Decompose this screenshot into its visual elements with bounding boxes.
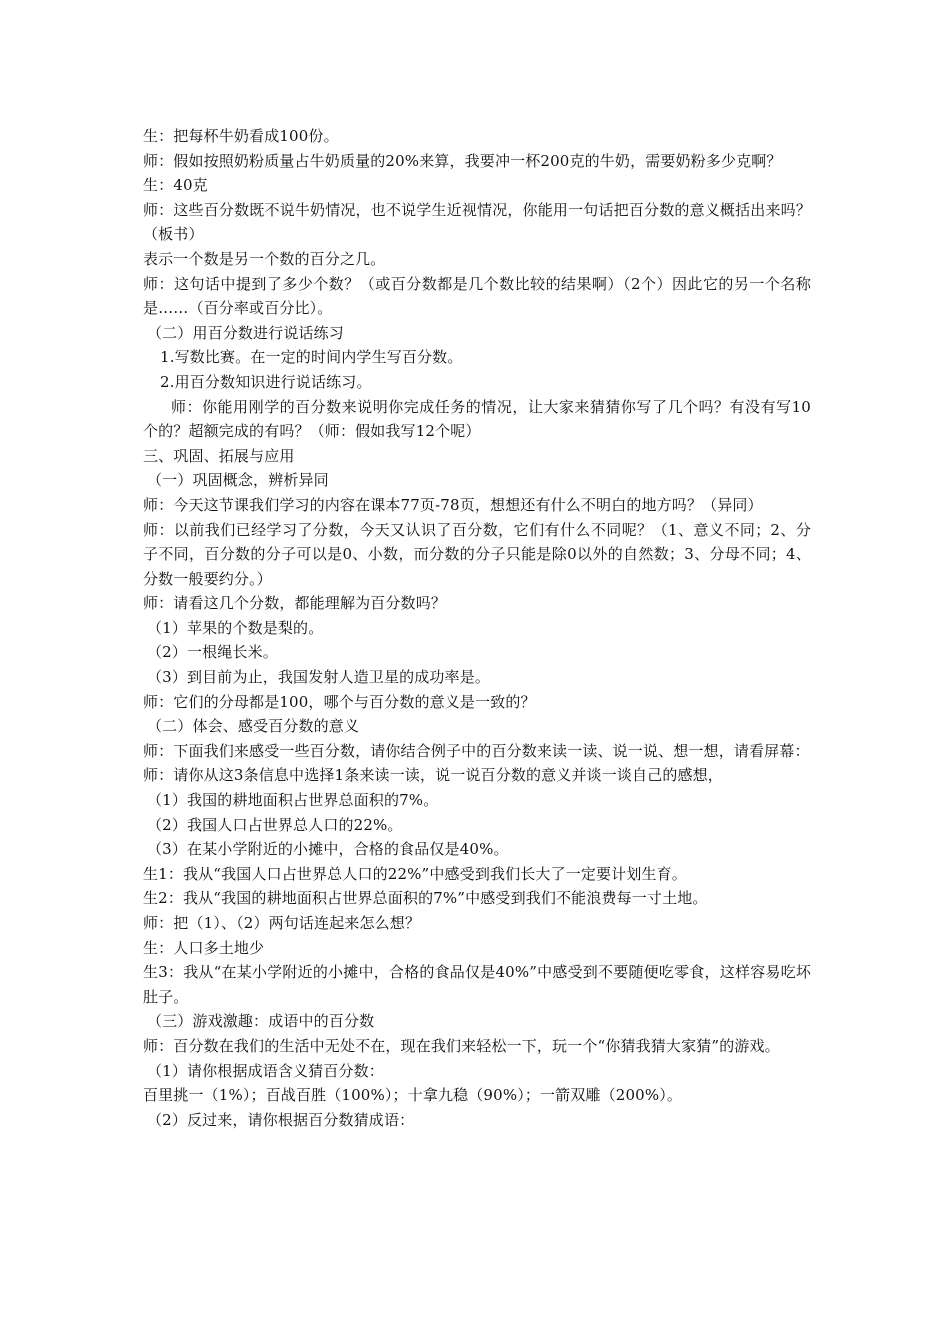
list-item: （1）请你根据成语含义猜百分数： [147, 1061, 384, 1080]
paragraph: 生3：我从“在某小学附近的小摊中，合格的食品仅是40%”中感受到不要随便吃零食，这样容易吃坏肚子。 [143, 963, 811, 1006]
paragraph: 师：下面我们来感受一些百分数，请你结合例子中的百分数来读一读、说一说、想一想，请看屏幕： [143, 741, 810, 760]
section-heading: （三）游戏激趣：成语中的百分数 [147, 1012, 375, 1031]
paragraph: 生：把每杯牛奶看成100份。 [143, 127, 339, 145]
list-item: 2.用百分数知识进行说话练习。 [160, 372, 372, 391]
paragraph: 师：请你从这3条信息中选择1条来读一读，说一说百分数的意义并谈一谈自己的感想， [143, 766, 723, 785]
paragraph: 师：这些百分数既不说牛奶情况，也不说学生近视情况，你能用一句话把百分数的意义概括出来吗？（板书） [143, 200, 811, 244]
paragraph: 表示一个数是另一个数的百分之几。 [143, 249, 386, 268]
paragraph: 师：把（1）、（2）两句话连起来怎么想？ [143, 914, 421, 932]
paragraph: 百里挑一（1%）；百战百胜（100%）；十拿九稳（90%）；一箭双雕（200%）。 [143, 1086, 683, 1105]
paragraph: 师：请看这几个分数，都能理解为百分数吗？ [143, 594, 447, 613]
document-body [143, 124, 811, 1132]
paragraph: 师：它们的分母都是100，哪个与百分数的意义是一致的？ [143, 692, 536, 711]
paragraph: 师：以前我们已经学习了分数，今天又认识了百分数，它们有什么不同呢？（1、意义不同；2、分子不同，百分数的分子可以是0、小数，而分数的分子只能是除0以外的自然数；3、分母不同；4、分数一般要约分。） [143, 520, 811, 588]
paragraph: 师：今天这节课我们学习的内容在课本77页-78页，想想还有什么不明白的地方吗？（异同） [143, 495, 763, 514]
paragraph: 生1：我从“我国人口占世界总人口的22%”中感受到我们长大了一定要计划生育。 [143, 864, 687, 883]
section-heading: （一）巩固概念，辨析异同 [147, 471, 329, 490]
paragraph: 生：40克 [143, 176, 208, 195]
list-item: （3）到目前为止，我国发射人造卫星的成功率是。 [147, 668, 490, 687]
list-item: （1）苹果的个数是梨的。 [147, 618, 324, 637]
list-item: （2）反过来，请你根据百分数猜成语： [147, 1110, 415, 1129]
list-item: （2）一根绳长米。 [147, 643, 278, 662]
section-heading: 三、巩固、拓展与应用 [143, 446, 295, 465]
list-item: （1）我国的耕地面积占世界总面积的7%。 [147, 791, 439, 810]
paragraph: 师：百分数在我们的生活中无处不在，现在我们来轻松一下，玩一个“你猜我猜大家猜”的游戏。 [143, 1036, 780, 1055]
section-heading: （二）用百分数进行说话练习 [147, 323, 344, 342]
paragraph: 师：假如按照奶粉质量占牛奶质量的20%来算，我要冲一杯200克的牛奶，需要奶粉多少克啊？ [143, 151, 782, 170]
list-item: （2）我国人口占世界总人口的22%。 [147, 815, 403, 834]
list-item: 1.写数比赛。在一定的时间内学生写百分数。 [160, 348, 463, 367]
list-item: （3）在某小学附近的小摊中，合格的食品仅是40%。 [147, 840, 509, 859]
paragraph: 生2：我从“我国的耕地面积占世界总面积的7%”中感受到我们不能浪费每一寸土地。 [143, 889, 708, 908]
paragraph: 师：你能用刚学的百分数来说明你完成任务的情况，让大家来猜猜你写了几个吗？有没有写10个的？超额完成的有吗？（师：假如我写12个呢） [143, 397, 811, 441]
paragraph: 师：这句话中提到了多少个数？（或百分数都是几个数比较的结果啊）（2个）因此它的另一个名称是……（百分率或百分比）。 [143, 274, 811, 318]
section-heading: （二）体会、感受百分数的意义 [147, 717, 360, 736]
paragraph: 生：人口多土地少 [143, 938, 265, 957]
